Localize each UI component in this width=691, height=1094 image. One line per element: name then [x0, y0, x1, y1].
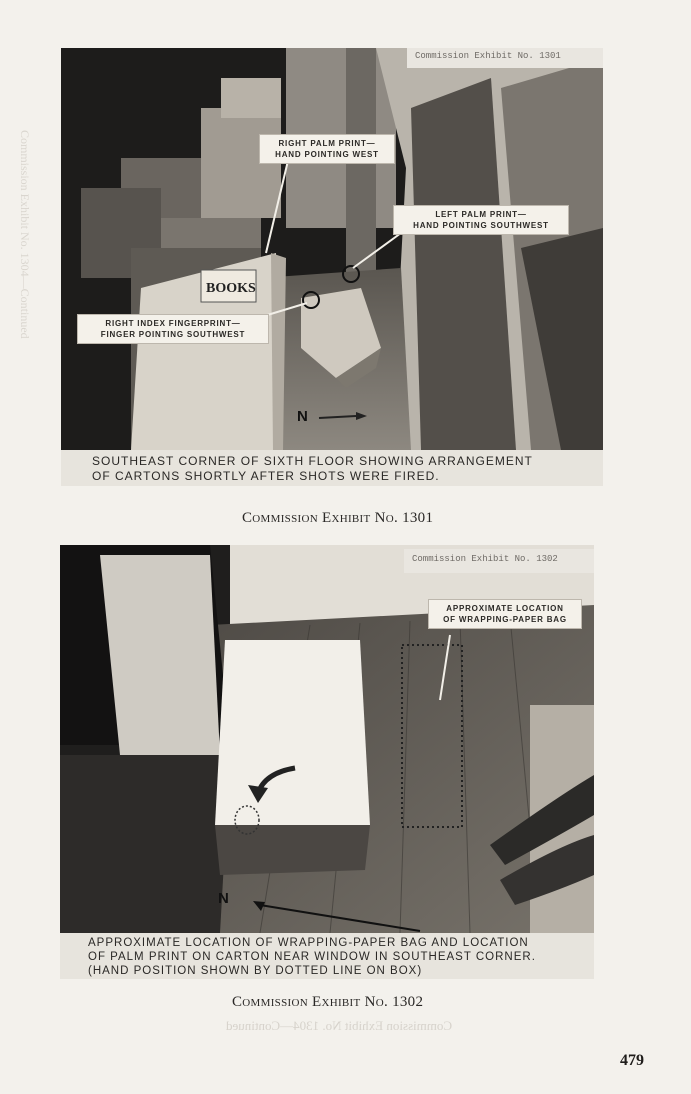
north-marker: N — [297, 408, 308, 425]
caption-line: OF PALM PRINT ON CARTON NEAR WINDOW IN SOUTHEAST CORNER. — [88, 951, 536, 963]
exhibit-tag: Commission Exhibit No. 1302 — [404, 549, 594, 573]
photo-exhibit-1301 — [61, 48, 603, 486]
photo-1301-caption — [61, 450, 603, 486]
caption-line: (HAND POSITION SHOWN BY DOTTED LINE ON BOX) — [88, 965, 423, 977]
wrapping-paper-bag-label — [428, 599, 582, 629]
left-palm-print-label — [393, 205, 569, 235]
label-line: HAND POINTING WEST — [275, 150, 379, 159]
exhibit-1301-title: Commission Exhibit No. 1301 — [242, 510, 434, 526]
caption-line: APPROXIMATE LOCATION OF WRAPPING-PAPER BAG AND LOCATION — [88, 937, 529, 949]
label-line: OF WRAPPING-PAPER BAG — [443, 615, 567, 624]
label-line: APPROXIMATE LOCATION — [446, 604, 564, 613]
label-line: RIGHT INDEX FINGERPRINT— — [105, 319, 241, 328]
photo-1302-caption — [60, 933, 594, 979]
exhibit-tag: Commission Exhibit No. 1301 — [407, 48, 603, 68]
page-number: 479 — [620, 1052, 644, 1069]
exhibit-1302-title: Commission Exhibit No. 1302 — [232, 994, 424, 1010]
label-line: RIGHT PALM PRINT— — [278, 139, 376, 148]
north-marker: N — [218, 890, 229, 907]
photo-1301-image — [61, 48, 603, 486]
right-palm-print-label — [259, 134, 395, 164]
label-line: HAND POINTING SOUTHWEST — [413, 221, 549, 230]
label-line: LEFT PALM PRINT— — [435, 210, 527, 219]
right-index-fingerprint-label — [77, 314, 269, 344]
bleed-through-text-bottom: Commission Exhibit No. 1304—Continued — [226, 1018, 453, 1033]
label-line: FINGER POINTING SOUTHWEST — [100, 330, 246, 339]
bleed-through-text-left — [6, 130, 36, 930]
bleed-through-line: Commission Exhibit No. 1304—Continued — [18, 130, 32, 339]
caption-line: OF CARTONS SHORTLY AFTER SHOTS WERE FIRED. — [92, 469, 440, 483]
caption-line: SOUTHEAST CORNER OF SIXTH FLOOR SHOWING ARRANGEMENT — [92, 454, 533, 468]
photo-exhibit-1302 — [60, 545, 594, 979]
books-carton-label: BOOKS — [206, 281, 256, 296]
